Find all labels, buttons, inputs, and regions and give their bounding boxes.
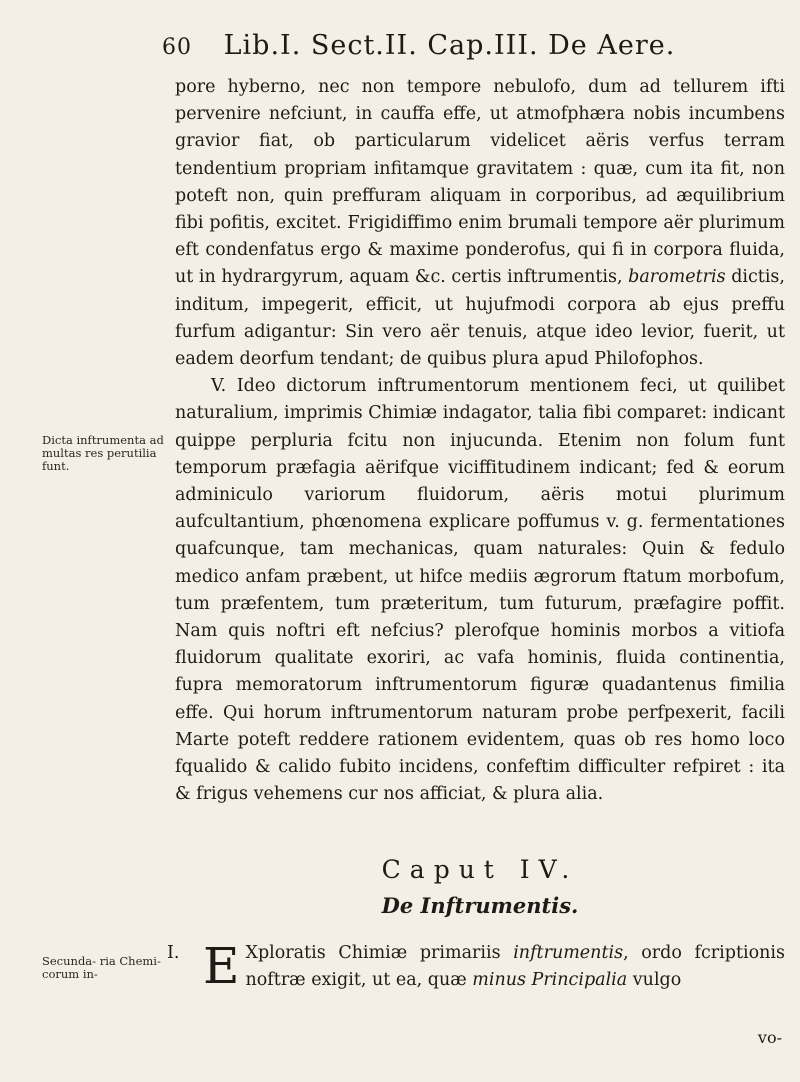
margin-note-2: Secunda- ria Chemi- corum in- (42, 954, 161, 981)
chapter-opening (167, 937, 785, 995)
paragraph-1 (175, 74, 785, 373)
running-title: Lib.I. Sect.II. Cap.III. De Aere. (223, 30, 676, 61)
section-number: I. (167, 943, 180, 963)
paragraph-1-text: pore hyberno, nec non tempore nebulofo, dum ad tellurem ifti pervenire nefciunt, in cauffa effe, ut atmofphæra nobis incumbens gravior fiat, ob particularum videlicet aëris verfus terram tendentium propriam infitamque gravitatem : quæ, cum ita fit, non poteft non, quin preffuram aliquam in corporibus, ad æquilibrium fibi pofitis, excitet. Frigidiffimo enim brumali tempore aër plurimum eft condenfatus ergo & maxime ponderofus, qui fi in corpora fluida, ut in hydrargyrum, aquam &c. certis inftrumentis, (175, 77, 785, 288)
catchword: vo- (757, 1028, 782, 1047)
drop-cap: E (203, 937, 240, 995)
main-text (175, 74, 785, 808)
italic-minus-principalia: minus Principalia (472, 970, 628, 991)
opening-text: Xploratis Chimiæ primariis (245, 943, 501, 963)
chapter-heading: Caput IV. (381, 855, 579, 884)
paragraph-1-cont: dictis, inditum, impegerit, efficit, ut hujufmodi corpora ab ejus preffu furfum adigantur: Sin vero aër tenuis, atque ideo levior, fuerit, ut eadem deorfum tendant; de quibus plura apud Philofophos. (175, 267, 785, 370)
italic-term-barometris: barometris (628, 267, 726, 288)
chapter-subtitle: De Inftrumentis. (381, 893, 579, 918)
opening-text-end: vulgo (632, 970, 682, 991)
page-number: 60 (162, 35, 192, 60)
running-head (162, 30, 762, 61)
italic-instrumentis: inftrumentis (513, 943, 624, 963)
paragraph-2: V. Ideo dictorum inftrumentorum mentionem feci, ut quilibet naturalium, imprimis Chimiæ indagator, talia fibi comparet: indicant quippe perpluria fcitu non injucunda. Etenim non folum funt temporum præfagia aërifque viciffitudinem indicant; fed & eorum adminiculo variorum fluidorum, aëris motui plurimum aufcultantium, phœnomena explicare poffumus v. g. fermentationes quafcunque, tam mechanicas, quam naturales: Quin & fedulo medico anfam præbent, ut hifce mediis ægrorum ftatum morbofum, tum præfentem, tum præteritum, tum futurum, præfagire poffit. Nam quis noftri eft nefcius? plerofque hominis morbos a vitiofa fluidorum qualitate exoriri, ac vafa hominis, fluida continentia, fupra memoratorum inftrumentorum figuræ quadantenus fimilia effe. Qui horum inftrumentorum naturam probe perfpexerit, facili Marte poteft reddere rationem evidentem, quas ob res homo loco fqualido & calido fubito incidens, confeftim difficulter refpiret : ita & frigus vehemens cur nos afficiat, & plura alia. (175, 376, 785, 805)
opening-text-mid: , ordo fcriptionis noftræ exigit, ut ea, quæ (245, 943, 785, 991)
margin-note-1: Dicta inftrumenta ad multas res perutilia funt. (42, 433, 164, 473)
